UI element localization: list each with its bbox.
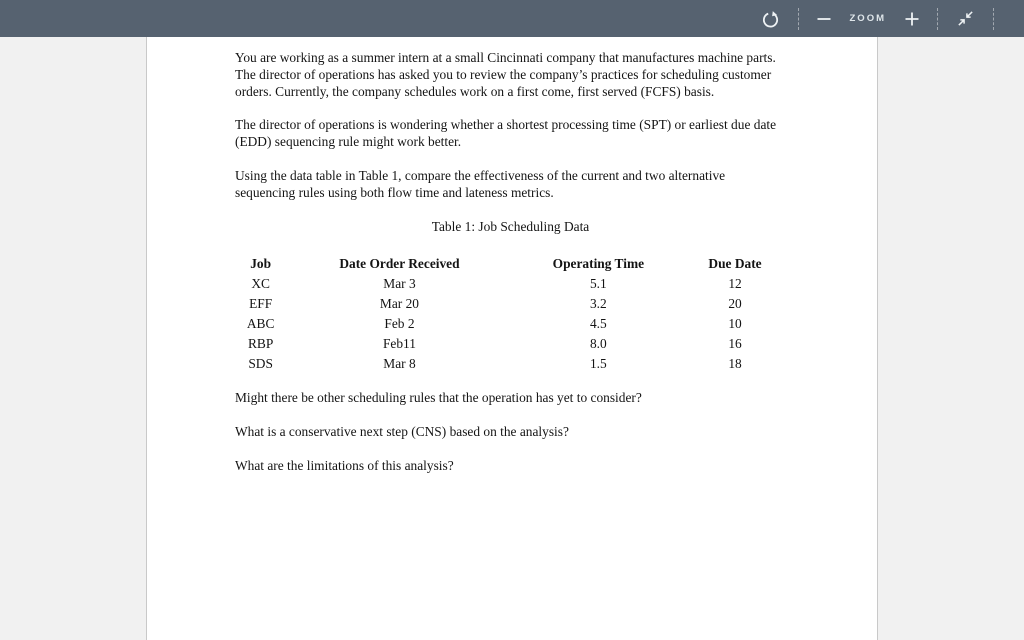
toolbar-divider xyxy=(993,8,994,30)
table-cell: 5.1 xyxy=(589,276,607,292)
table-cell: 16 xyxy=(728,336,742,352)
table-cell: Mar 3 xyxy=(383,276,416,292)
toolbar-divider xyxy=(798,8,799,30)
table-cell: Mar 8 xyxy=(383,356,416,372)
table-cell: EFF xyxy=(249,296,273,312)
plus-icon xyxy=(905,12,919,26)
document-content xyxy=(147,37,877,475)
rotate-reset-icon xyxy=(761,9,780,28)
table-cell: 20 xyxy=(728,296,742,312)
table-cell: 3.2 xyxy=(589,296,607,312)
table-row xyxy=(235,354,786,374)
viewer-viewport xyxy=(0,37,1024,640)
table-cell: 12 xyxy=(728,276,742,292)
table-cell: XC xyxy=(251,276,270,292)
table-row xyxy=(235,314,786,334)
column-header-operating-time: Operating Time xyxy=(552,256,645,272)
paragraph-intro: You are working as a summer intern at a small Cincinnati company that manufactures machine parts. The director of operations has asked you to review the company’s practices for scheduling customer orders. Currently, the company schedules work on a first come, first served (FCFS) basis. xyxy=(235,50,776,99)
table-cell: Feb 2 xyxy=(384,316,415,332)
zoom-label: ZOOM xyxy=(849,13,886,24)
minus-icon xyxy=(817,12,831,26)
reset-zoom-button[interactable] xyxy=(757,5,784,32)
question-other-rules: Might there be other scheduling rules that the operation has yet to consider? xyxy=(235,390,642,406)
zoom-out-button[interactable] xyxy=(813,8,835,30)
table-row xyxy=(235,274,786,294)
table-cell: Feb11 xyxy=(382,336,416,352)
paragraph-director: The director of operations is wondering whether a shortest processing time (SPT) or earliest due date (EDD) sequencing rule might work better. xyxy=(235,117,777,150)
table-cell: Mar 20 xyxy=(379,296,419,312)
document-page xyxy=(146,37,878,640)
table-row xyxy=(235,294,786,314)
toolbar-divider xyxy=(937,8,938,30)
table-header-row xyxy=(235,254,786,274)
table-caption: Table 1: Job Scheduling Data xyxy=(431,218,590,234)
table-cell: 10 xyxy=(728,316,742,332)
column-header-date-order-received: Date Order Received xyxy=(339,256,460,272)
viewer-toolbar xyxy=(0,0,1024,37)
table-cell: SDS xyxy=(248,356,273,372)
job-scheduling-table xyxy=(235,254,786,374)
paragraph-task: Using the data table in Table 1, compare the effectiveness of the current and two alternative sequencing rules using both flow time and lateness metrics. xyxy=(235,167,726,200)
column-header-job: Job xyxy=(250,256,272,272)
table-cell: 4.5 xyxy=(589,316,607,332)
question-limitations: What are the limitations of this analysis? xyxy=(235,457,454,473)
zoom-in-button[interactable] xyxy=(901,8,923,30)
column-header-due-date: Due Date xyxy=(708,256,762,272)
table-cell: RBP xyxy=(247,336,274,352)
table-cell: 18 xyxy=(728,356,742,372)
table-cell: 1.5 xyxy=(589,356,607,372)
collapse-button[interactable] xyxy=(952,5,979,32)
table-cell: ABC xyxy=(246,316,275,332)
collapse-icon xyxy=(956,9,975,28)
table-cell: 8.0 xyxy=(589,336,607,352)
question-next-step: What is a conservative next step (CNS) based on the analysis? xyxy=(235,424,569,440)
table-row xyxy=(235,334,786,354)
